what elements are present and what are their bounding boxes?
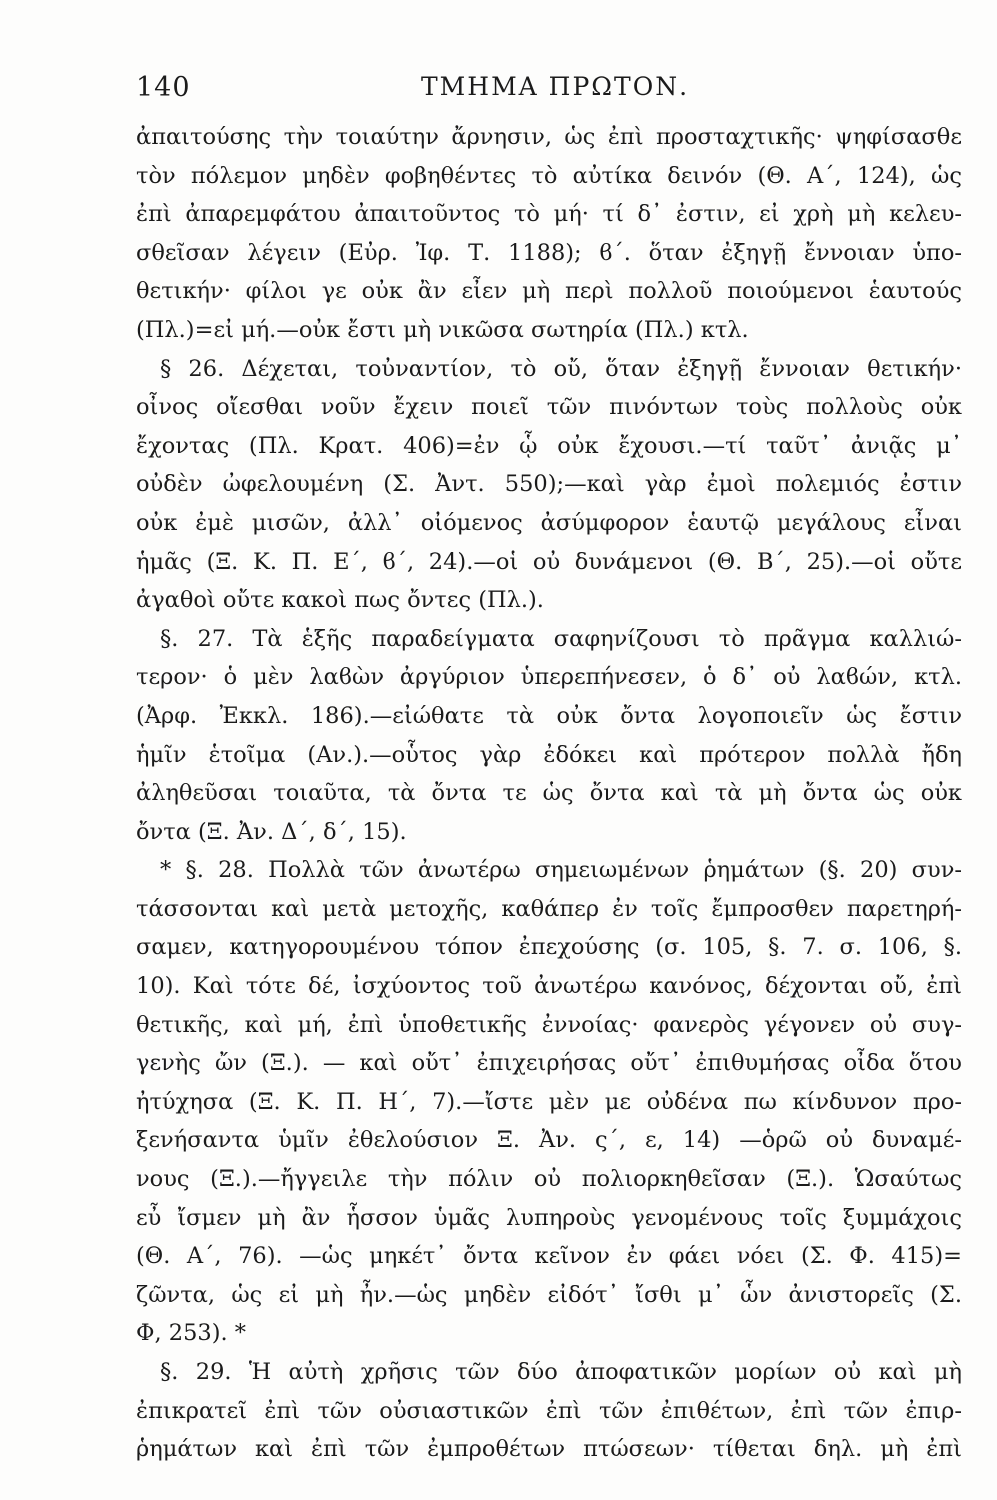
text-line: (Θ. Α΄, 76). —ὡς μηκέτ᾽ ὄντα κεῖνον ἐν φάει νόει (Σ. Φ. 415)= [136, 1243, 962, 1270]
text-line: Φ, 253). * [136, 1320, 247, 1347]
running-title: ΤΜΗΜΑ ΠΡΩΤΟΝ. [421, 72, 690, 101]
text-line: σαμεν, κατηγορουμένου τόπον ἐπεχούσης (σ. 105, §. 7. σ. 106, §. [136, 934, 962, 961]
text-line: οὐδὲν ὠφελουμένη (Σ. Ἀντ. 550);—καὶ γὰρ ἐμοὶ πολεμιός ἐστιν [136, 471, 962, 498]
paragraph-29-start: §. 29. Ἡ αὐτὴ χρῆσις τῶν δύο ἀποφατικῶν μορίων οὐ καὶ μὴ [160, 1359, 962, 1385]
text-line: ἔχοντας (Πλ. Κρατ. 406)=ἐν ᾧ οὐκ ἔχουσι.—τί ταῦτ᾽ ἀνιᾷς μ᾽ [136, 432, 962, 459]
text-line: (Ἀρφ. Ἐκκλ. 186).—εἰώθατε τὰ οὐκ ὄντα λογοποιεῖν ὡς ἔστιν [136, 702, 962, 729]
text-line: τερον· ὁ μὲν λαϐὼν ἀργύριον ὑπερεπήνεσεν, ὁ δ᾽ οὐ λαϐών, κτλ. [136, 664, 962, 691]
text-line: ἀγαθοὶ οὔτε κακοὶ πως ὄντες (Πλ.). [136, 587, 544, 614]
text-line: ἀπαιτούσης τὴν τοιαύτην ἄρνησιν, ὡς ἐπὶ προσταχτικῆς· ψηφίσασθε [136, 124, 962, 150]
text-line: ῥημάτων καὶ ἐπὶ τῶν ἐμπροθέτων πτώσεων· τίθεται δηλ. μὴ ἐπὶ [136, 1436, 962, 1463]
body-text [136, 118, 962, 1469]
page-number: 140 [136, 72, 191, 103]
text-line: γενὴς ὤν (Ξ.). — καὶ οὔτ᾽ ἐπιχειρήσας οὔτ᾽ ἐπιθυμήσας οἶδα ὅτου [136, 1050, 962, 1077]
text-line: ἐπὶ ἀπαρεμφάτου ἀπαιτοῦντος τὸ μή· τί δ᾽ ἐστιν, εἰ χρὴ μὴ κελευ- [136, 201, 962, 228]
text-line: σθεῖσαν λέγειν (Εὐρ. Ἰφ. Τ. 1188); ϐ΄. ὅταν ἐξηγῇ ἔννοιαν ὑπο- [136, 239, 962, 266]
text-line: θετικῆς, καὶ μή, ἐπὶ ὑποθετικῆς ἐννοίας· φανερὸς γέγονεν οὐ συγ- [136, 1011, 962, 1038]
page-header [136, 72, 962, 112]
text-line: ζῶντα, ὡς εἰ μὴ ἦν.—ὡς μηδὲν εἰδότ᾽ ἴσθι μ᾽ ὧν ἀνιστορεῖς (Σ. [136, 1281, 962, 1308]
text-line: οἶνος οἴεσθαι νοῦν ἔχειν ποιεῖ τῶν πινόντων τοὺς πολλοὺς οὐκ [136, 394, 962, 421]
text-line: ἠτύχησα (Ξ. Κ. Π. Η΄, 7).—ἴστε μὲν με οὐδένα πω κίνδυνον προ- [136, 1088, 962, 1115]
text-line: ξενήσαντα ὑμῖν ἐθελούσιον Ξ. Ἀν. ς΄, ε, 14) —ὁρῶ οὐ δυναμέ- [136, 1127, 962, 1154]
text-line: θετικήν· φίλοι γε οὐκ ἂν εἶεν μὴ περὶ πολλοῦ ποιούμενοι ἑαυτούς [136, 278, 962, 305]
paragraph-26-start: § 26. Δέχεται, τοὐναντίον, τὸ οὔ, ὅταν ἐξηγῇ ἔννοιαν θετικήν· [160, 355, 962, 382]
text-line: ἀληθεῦσαι τοιαῦτα, τὰ ὄντα τε ὡς ὄντα καὶ τὰ μὴ ὄντα ὡς οὐκ [136, 780, 962, 807]
text-line: οὐκ ἐμὲ μισῶν, ἀλλ᾽ οἰόμενος ἀσύμφορον ἑαυτῷ μεγάλους εἶναι [136, 509, 962, 536]
text-line: ὄντα (Ξ. Ἀν. Δ΄, δ΄, 15). [136, 818, 407, 845]
text-line: ἡμῖν ἑτοῖμα (Αν.).—οὗτος γὰρ ἐδόκει καὶ πρότερον πολλὰ ἤδη [136, 741, 962, 768]
text-line: (Πλ.)=εἰ μή.—οὐκ ἔστι μὴ νικῶσα σωτηρία (Πλ.) κτλ. [136, 316, 749, 343]
text-line: τὸν πόλεμον μηδὲν φοβηθέντες τὸ αὐτίκα δεινόν (Θ. Α΄, 124), ὡς [136, 162, 962, 189]
text-line: ἐπικρατεῖ ἐπὶ τῶν οὐσιαστικῶν ἐπὶ τῶν ἐπιθέτων, ἐπὶ τῶν ἐπιρ- [136, 1397, 962, 1424]
text-line: ἡμᾶς (Ξ. Κ. Π. Ε΄, ϐ΄, 24).—οἱ οὐ δυνάμενοι (Θ. Β΄, 25).—οἱ οὔτε [136, 548, 962, 575]
paragraph-28-start: * §. 28. Πολλὰ τῶν ἀνωτέρω σημειωμένων ῥημάτων (§. 20) συν- [160, 857, 962, 884]
text-line: 10). Καὶ τότε δέ, ἰσχύοντος τοῦ ἀνωτέρω κανόνος, δέχονται οὔ, ἐπὶ [136, 973, 962, 1000]
text-line: εὖ ἴσμεν μὴ ἂν ἧσσον ὑμᾶς λυπηροὺς γενομένους τοῖς ξυμμάχοις [136, 1204, 962, 1231]
paragraph-27-start: §. 27. Τὰ ἑξῆς παραδείγματα σαφηνίζουσι τὸ πρᾶγμα καλλιώ- [160, 625, 962, 652]
text-line: τάσσονται καὶ μετὰ μετοχῆς, καθάπερ ἐν τοῖς ἔμπροσθεν παρετηρή- [136, 895, 962, 922]
text-line: νους (Ξ.).—ἤγγειλε τὴν πόλιν οὐ πολιορκηθεῖσαν (Ξ.). Ὡσαύτως [136, 1166, 962, 1193]
